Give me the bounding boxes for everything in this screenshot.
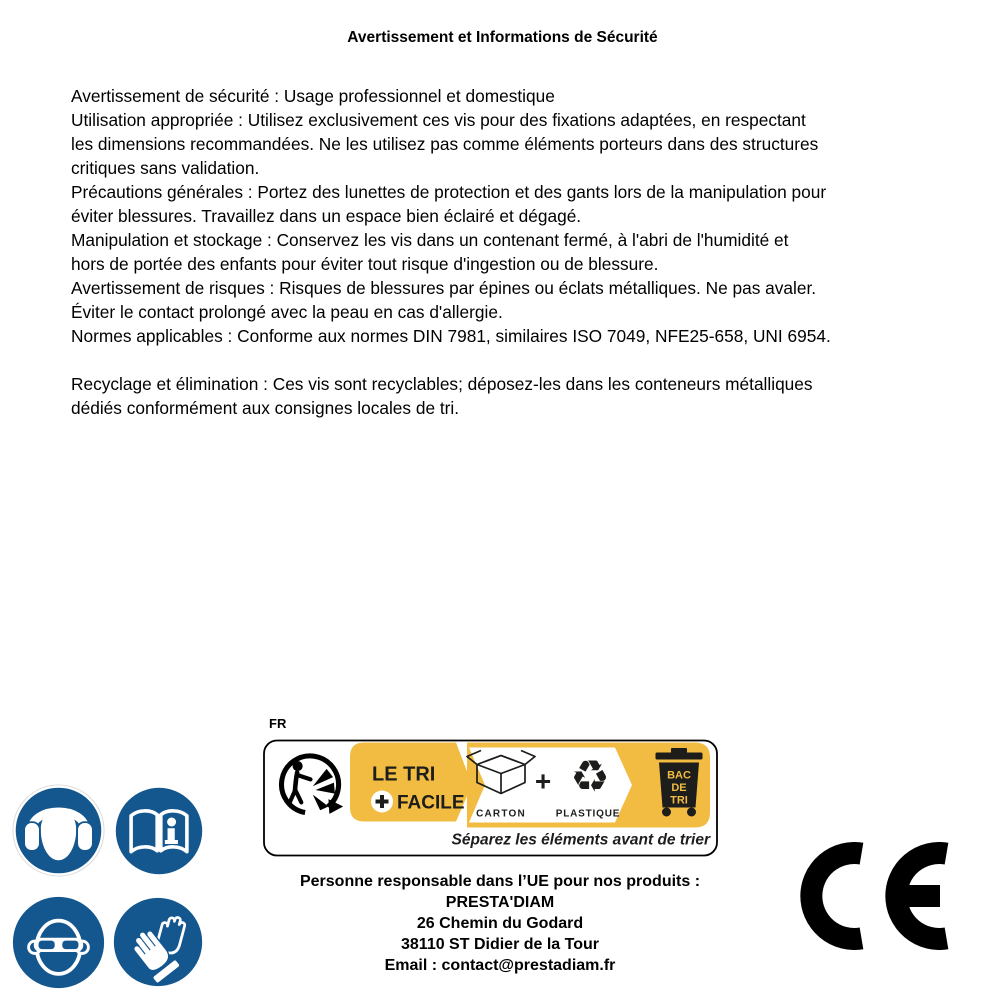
sorting-bin-icon [656,748,703,817]
eye-protection-icon [11,895,106,990]
body-line: Normes applicables : Conforme aux normes DIN 7981, similaires ISO 7049, NFE25-658, UNI 6954. [71,326,831,346]
company-name: PRESTA'DIAM [445,894,555,911]
le-tri-label: LE TRI [372,763,436,786]
recycling-triangle-icon: ♻ [570,752,610,802]
banner-caption: Séparez les éléments avant de trier [451,831,710,849]
responsible-person-block [253,871,747,976]
ce-marking-logo [800,842,950,950]
body-line: dédiés conformément aux consignes locales de tri. [71,398,460,418]
responsible-heading: Personne responsable dans l’UE pour nos produits : [299,873,701,890]
body-line: Précautions générales : Portez des lunettes de protection et des gants lors de la manipulation pour [71,182,827,202]
plus-between-materials: + [534,765,552,797]
plastique-label: PLASTIQUE [555,808,621,820]
address-line-2: 38110 ST Didier de la Tour [401,936,599,953]
body-line: Avertissement de sécurité : Usage professionnel et domestique [71,86,555,106]
body-line: Avertissement de risques : Risques de blessures par épines ou éclats métalliques. Ne pas avaler. [71,278,817,298]
carton-label: CARTON [476,808,526,820]
ear-protection-icon [12,784,105,877]
bin-text-line3: TRI [670,794,688,807]
email-line: Email : contact@prestadiam.fr [384,957,616,974]
body-line: critiques sans validation. [71,158,260,178]
body-line: les dimensions recommandées. Ne les utilisez pas comme éléments porteurs dans des structures [71,134,819,154]
info-tri-banner [263,739,718,857]
body-line: éviter blessures. Travaillez dans un espace bien éclairé et dégagé. [71,206,582,226]
bin-text-line2: DE [671,782,687,794]
body-line: Utilisation appropriée : Utilisez exclusivement ces vis pour des fixations adaptées, en respectant [71,110,806,130]
recycling-paragraph [71,372,971,418]
body-line: Éviter le contact prolongé avec la peau en cas d'allergie. [71,302,503,322]
bin-text-line1: BAC [667,769,691,782]
protective-gloves-icon [112,896,204,988]
safety-text-block [71,84,971,418]
facile-label: FACILE [397,792,465,814]
page-title: Avertissement et Informations de Sécurité [347,29,658,46]
address-line-1: 26 Chemin du Godard [416,915,584,932]
body-line: Manipulation et stockage : Conservez les vis dans un contenant fermé, à l'abri de l'humidité et [71,230,789,250]
country-code-label: FR [269,716,287,731]
body-line: hors de portée des enfants pour éviter tout risque d'ingestion ou de blessure. [71,254,659,274]
read-manual-icon [114,786,204,876]
body-line: Recyclage et élimination : Ces vis sont recyclables; déposez-les dans les conteneurs métalliques [71,374,813,394]
